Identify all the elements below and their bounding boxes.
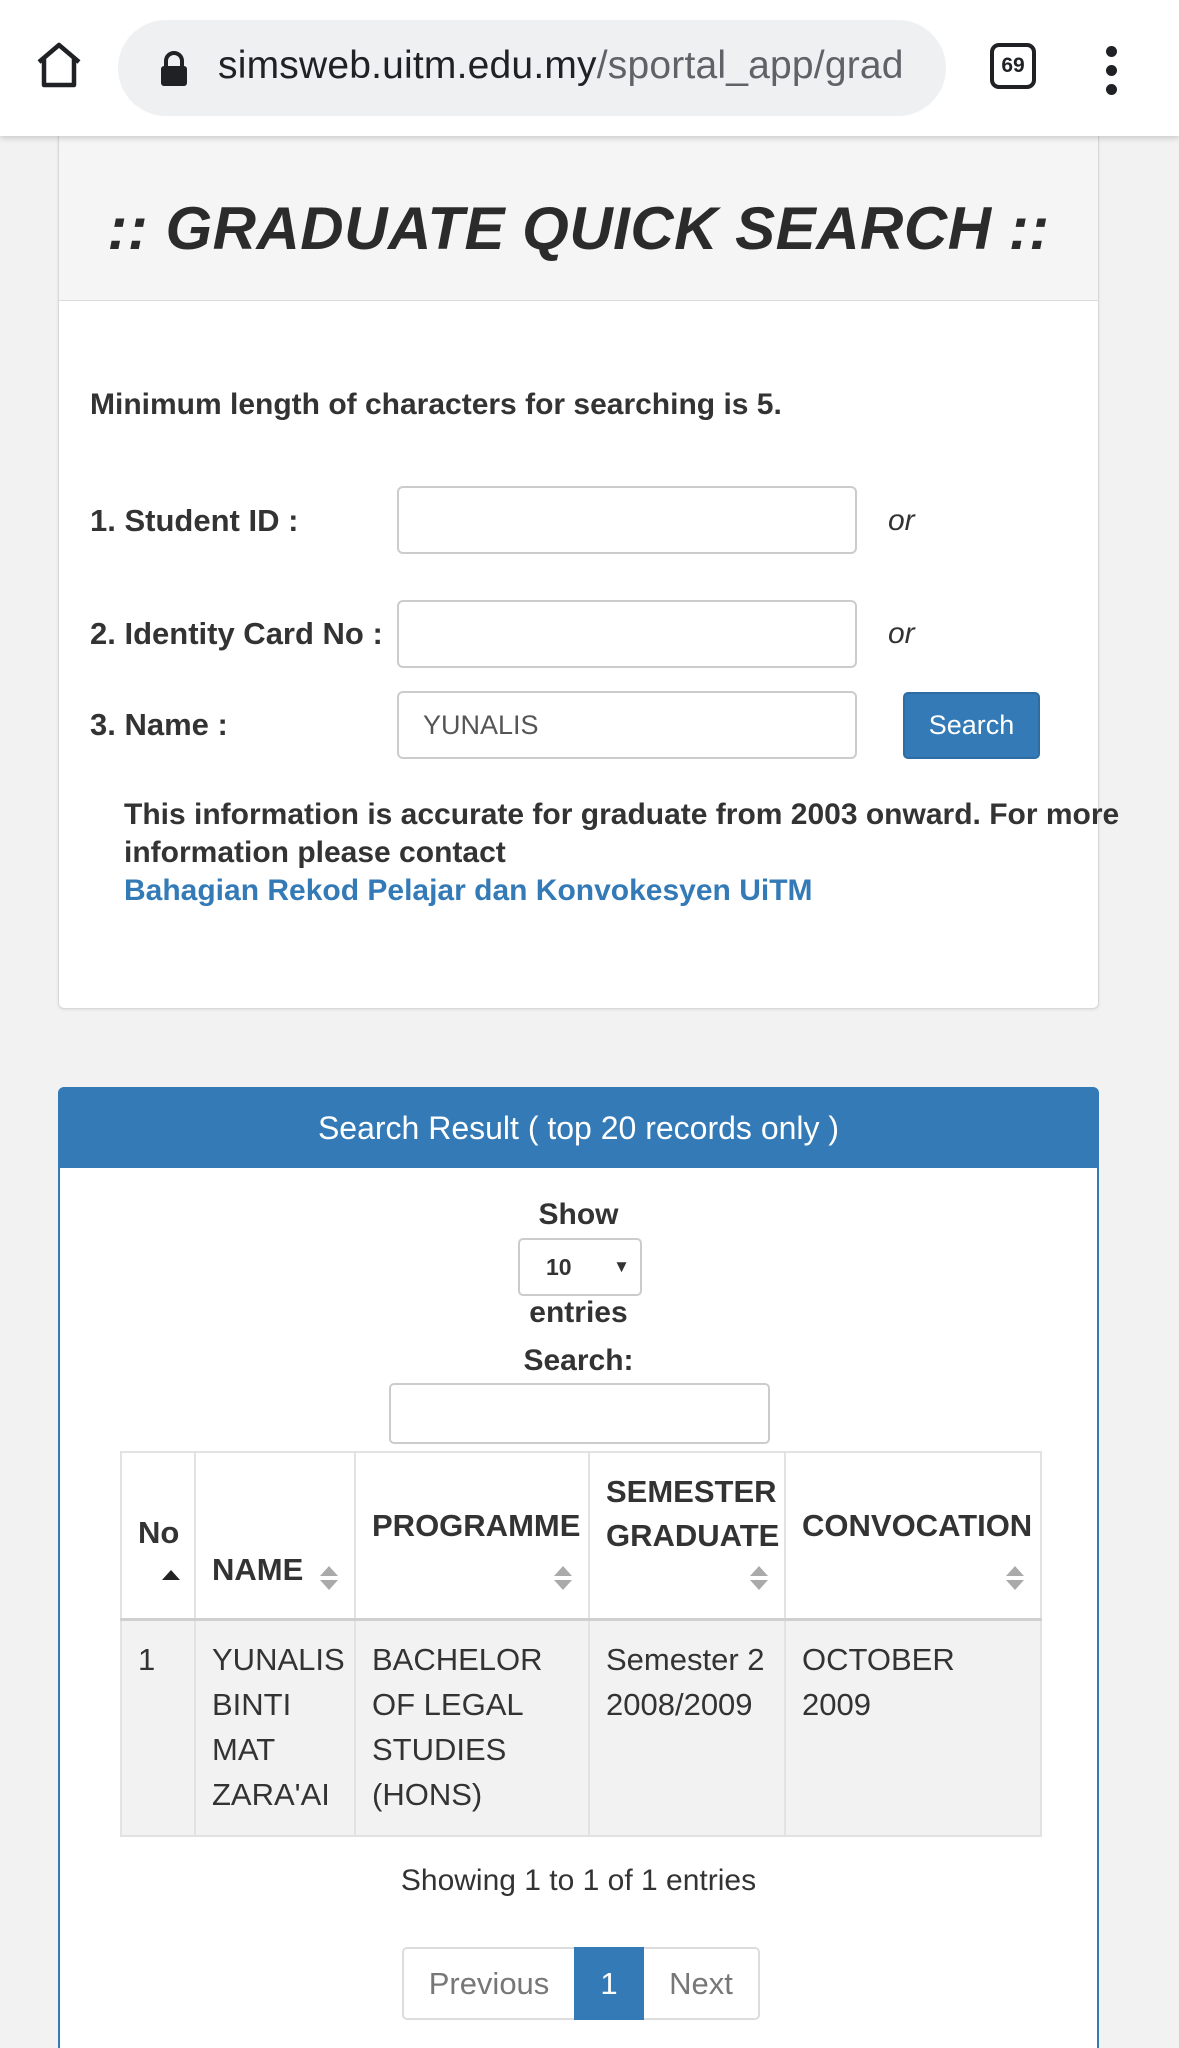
sort-both-icon (318, 1564, 340, 1592)
identity-card-label: 2. Identity Card No : (90, 616, 383, 651)
entries-length-value: 10 (546, 1254, 572, 1280)
name-input[interactable]: YUNALIS (397, 691, 857, 759)
column-header-programme[interactable] (355, 1452, 589, 1619)
cell-semester: Semester 2 2008/2009 (589, 1619, 785, 1836)
search-result-panel (58, 1087, 1099, 2048)
column-header-semester-graduate[interactable] (589, 1452, 785, 1619)
overflow-menu-icon[interactable] (1100, 46, 1124, 94)
select-caret-icon: ▼ (613, 1257, 630, 1276)
page-1-button[interactable]: 1 (574, 1947, 644, 2020)
table-search-input[interactable] (389, 1383, 770, 1444)
records-department-link[interactable]: Bahagian Rekod Pelajar dan Konvokesyen UiTM (124, 874, 813, 907)
cell-convocation: OCTOBER 2009 (785, 1619, 1041, 1836)
entries-label: entries (529, 1296, 628, 1329)
column-header-name[interactable] (195, 1452, 355, 1619)
previous-page-button[interactable]: Previous (402, 1947, 574, 2020)
cell-no: 1 (121, 1619, 195, 1836)
column-header-no[interactable] (121, 1452, 195, 1619)
column-header-convocation[interactable] (785, 1452, 1041, 1619)
table-row (121, 1619, 1041, 1836)
sort-ascending-icon (160, 1568, 182, 1582)
cell-programme: BACHELOR OF LEGAL STUDIES (HONS) (355, 1619, 589, 1836)
sort-both-icon (748, 1564, 770, 1592)
tab-switcher-button[interactable]: 69 (990, 43, 1036, 89)
entries-length-select[interactable] (518, 1238, 642, 1296)
student-id-input[interactable] (397, 486, 857, 554)
results-table (120, 1451, 1042, 1837)
info-text: This information is accurate for graduate from 2003 onward. For more information please contact (124, 798, 1120, 869)
lock-icon (158, 50, 190, 88)
info-note (124, 796, 1179, 910)
pagination (402, 1947, 760, 2020)
student-id-label: 1. Student ID : (90, 503, 299, 538)
table-info: Showing 1 to 1 of 1 entries (400, 1864, 757, 1897)
name-label: 3. Name : (90, 707, 228, 742)
browser-toolbar (0, 0, 1179, 136)
min-length-note: Minimum length of characters for searching is 5. (90, 388, 782, 421)
page-title: :: GRADUATE QUICK SEARCH :: (107, 195, 1050, 262)
result-panel-heading: Search Result ( top 20 records only ) (60, 1089, 1097, 1168)
panel-heading (59, 136, 1098, 301)
url-text (218, 44, 938, 88)
cell-name: YUNALIS BINTI MAT ZARA'AI (195, 1619, 355, 1836)
url-path: /sportal_app/grad (596, 44, 904, 87)
column-header-label: NAME (212, 1551, 304, 1587)
search-button[interactable]: Search (903, 692, 1040, 759)
sort-both-icon (552, 1564, 574, 1592)
column-header-label: SEMESTER GRADUATE (606, 1473, 780, 1553)
quick-search-panel (58, 136, 1120, 1009)
url-host: simsweb.uitm.edu.my (218, 44, 597, 87)
show-label: Show (538, 1198, 619, 1231)
next-page-button[interactable]: Next (644, 1947, 760, 2020)
or-text: or (888, 617, 915, 650)
column-header-label: No (138, 1515, 180, 1550)
table-header-row (121, 1452, 1041, 1619)
identity-card-input[interactable] (397, 600, 857, 668)
sort-both-icon (1004, 1564, 1026, 1592)
or-text: or (888, 504, 915, 537)
column-header-label: PROGRAMME (372, 1507, 581, 1543)
table-search-label: Search: (523, 1344, 634, 1377)
home-icon[interactable] (34, 40, 84, 90)
address-bar[interactable] (118, 20, 946, 116)
column-header-label: CONVOCATION (802, 1507, 1033, 1543)
